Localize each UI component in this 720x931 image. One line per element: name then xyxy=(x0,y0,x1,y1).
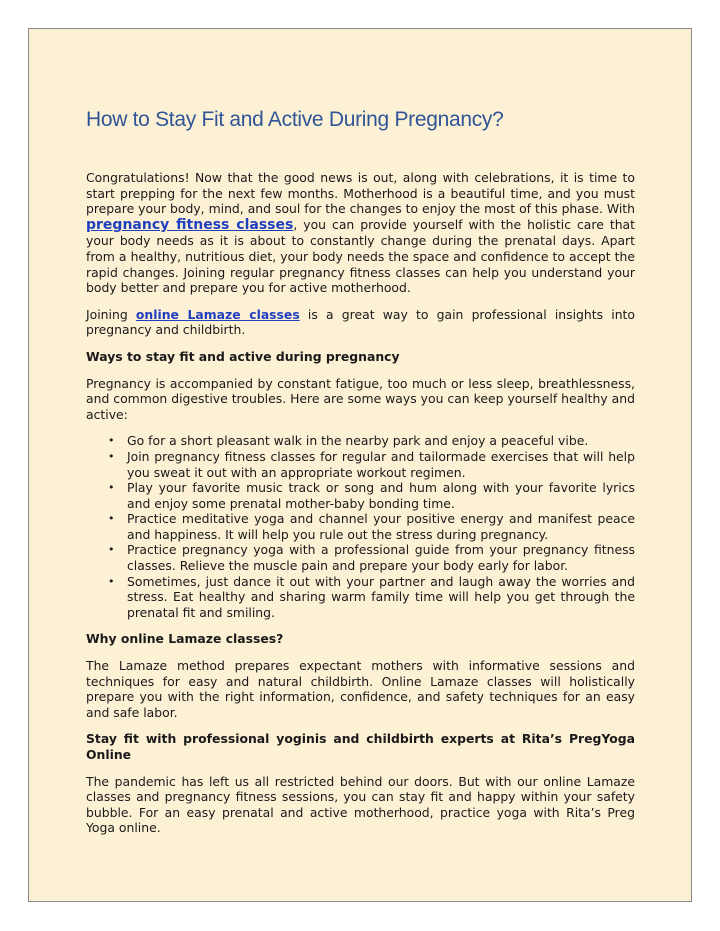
online-lamaze-classes-link[interactable]: online Lamaze classes xyxy=(135,306,300,322)
lamaze-paragraph xyxy=(86,307,635,338)
section-heading-stay-fit: Stay fit with professional yoginis and childbirth experts at Rita’s PregYoga Online xyxy=(86,731,635,762)
tips-list xyxy=(86,433,635,620)
bullet-icon: • xyxy=(108,512,115,526)
bullet-icon: • xyxy=(108,449,115,463)
list-item xyxy=(108,542,635,574)
list-item-text: Go for a short pleasant walk in the nearby park and enjoy a peaceful vibe. xyxy=(127,433,589,449)
list-item-text: Play your favorite music track or song and hum along with your favorite lyrics and enjoy some prenatal mother-baby bonding time. xyxy=(127,480,635,511)
list-item xyxy=(108,511,635,542)
bullet-icon: • xyxy=(108,481,115,495)
intro-text-start: Congratulations! Now that the good news is out, along with celebrations, it is time to start prepping for the next few months. Motherhood is a beautiful time, and you must prepare your body, mind, and soul for the changes to enjoy the most of this phase. With xyxy=(86,170,635,217)
list-item xyxy=(108,480,635,511)
lamaze-text-end: is a great way to gain professional insights into pregnancy and childbirth. xyxy=(86,306,635,338)
section-heading-why-lamaze: Why online Lamaze classes? xyxy=(86,631,284,647)
lamaze-text-start: Joining xyxy=(86,306,136,322)
list-item xyxy=(108,433,635,449)
section-ways-paragraph: Pregnancy is accompanied by constant fatigue, too much or less sleep, breathlessness, and common digestive troubles. Here are some ways you can keep yourself healthy and active: xyxy=(86,375,635,422)
document-page xyxy=(28,28,692,902)
section-why-lamaze-paragraph: The Lamaze method prepares expectant mothers with informative sessions and techniques for easy and natural childbirth. Online Lamaze classes will holistically prepare you with the right information, confidence, and safety techniques for an easy and safe labor. xyxy=(86,658,635,720)
section-heading-ways: Ways to stay fit and active during pregnancy xyxy=(86,348,400,364)
list-item xyxy=(108,573,635,621)
bullet-icon: • xyxy=(108,434,115,448)
list-item-text: Practice meditative yoga and channel your positive energy and manifest peace and happiness. It will help you rule out the stress during pregnancy. xyxy=(127,511,635,542)
list-item xyxy=(108,448,635,480)
intro-text-end: , you can provide yourself with the holistic care that your body needs as it is about to constantly change during the prenatal days. Apart from a healthy, nutritious diet, your body needs the space and confidence to accept the rapid changes. Joining regular pregnancy fitness classes can help you understand your body better and prepare you for active motherhood. xyxy=(86,216,635,296)
list-item-text: Sometimes, just dance it out with your partner and laugh away the worries and stress. Eat healthy and sharing warm family time will help you get through the prenatal fit and smiling. xyxy=(127,573,635,620)
bullet-icon: • xyxy=(108,574,115,588)
list-item-text: Join pregnancy fitness classes for regular and tailormade exercises that will help you sweat it out with an appropriate workout regimen. xyxy=(127,448,635,480)
bullet-icon: • xyxy=(108,543,115,557)
page-title: How to Stay Fit and Active During Pregnancy? xyxy=(86,108,504,131)
section-stay-fit-paragraph: The pandemic has left us all restricted behind our doors. But with our online Lamaze classes and pregnancy fitness sessions, you can stay fit and happy within your safety bubble. For an easy prenatal and active motherhood, practice yoga with Rita’s Preg Yoga online. xyxy=(86,773,635,836)
intro-paragraph xyxy=(86,170,635,296)
document-content xyxy=(86,107,635,847)
list-item-text: Practice pregnancy yoga with a professional guide from your pregnancy fitness classes. Relieve the muscle pain and prepare your body early for labor. xyxy=(127,542,635,574)
pregnancy-fitness-classes-link[interactable]: pregnancy fitness classes xyxy=(86,216,294,233)
